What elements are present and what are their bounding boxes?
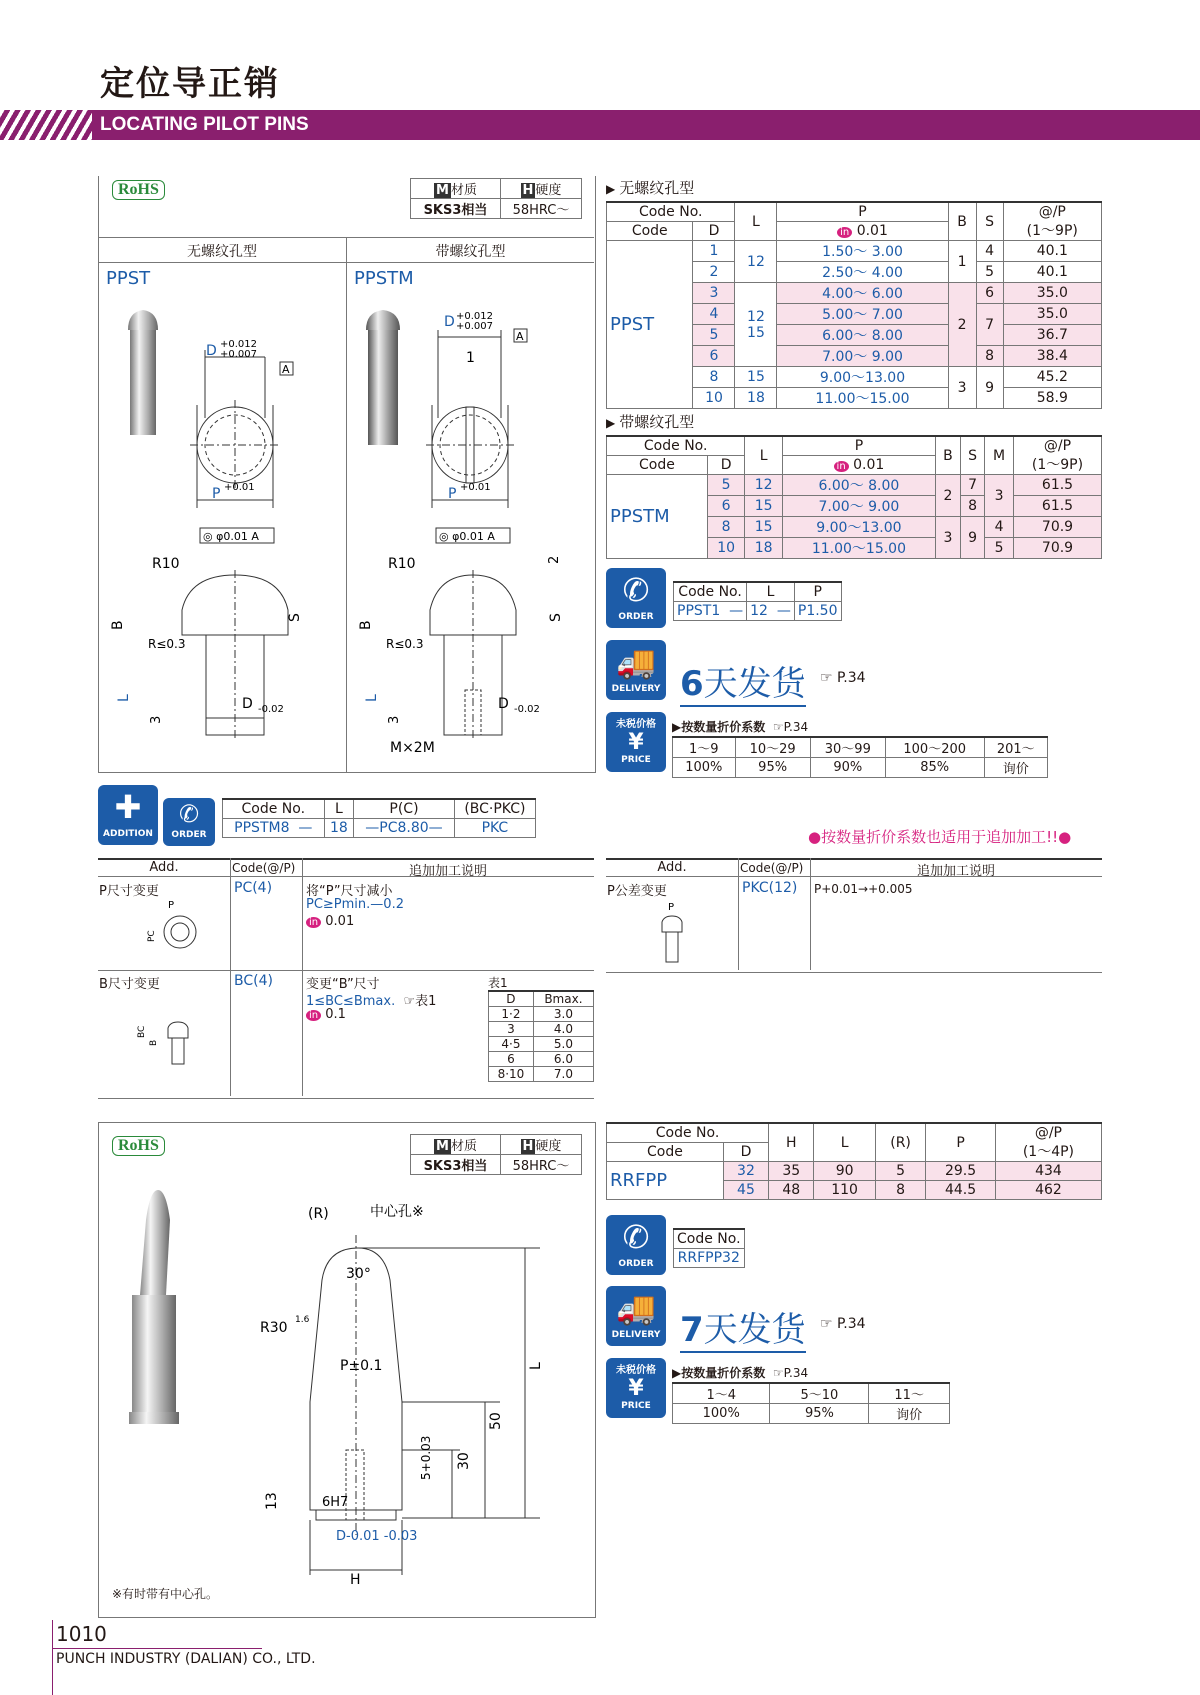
ppstm-three: 3 [387,715,402,724]
addition-order-table [222,798,536,838]
ppst-h-s: S [976,202,1003,241]
table-cell: 32 [723,1162,768,1181]
price-discount-table [672,736,1048,778]
ppst-datum: A [282,363,290,376]
table-cell: 35 [769,1162,814,1181]
panel-divider-v [346,237,347,772]
order-h-code: Code No. [674,582,747,602]
table-cell: 7 [961,475,985,496]
table-cell: 6 [976,283,1003,304]
add-pkc: PKC [454,819,535,838]
rrfpp-h-l: L [814,1123,876,1162]
hardness-header: H 硬度 [500,1135,581,1155]
ppst-h-code: Code [607,222,693,241]
delivery-icon-2: 🚚 DELIVERY [606,1286,666,1346]
table-cell: 3 [948,367,976,409]
rrfpp-angle: 30° [346,1266,371,1282]
table-cell: 3 [693,283,735,304]
add-bc-name: B尺寸变更 [99,977,160,992]
table-cell: 4.0 [533,1022,593,1037]
ppst-h-b: B [948,202,976,241]
table-cell: 11～ [869,1383,950,1404]
ppst-d-tol-up: +0.012 [220,339,258,350]
table-cell: 1·2 [489,1007,534,1022]
table-cell: 9 [961,517,985,559]
table-cell: 90% [810,758,885,778]
ppst-b-label: B [110,620,126,630]
ppstm-p-label: P [448,486,457,502]
table-cell: 5 [707,475,745,496]
add-bc-desc1: 变更“B”尺寸 [306,977,380,992]
hardness-value: 58HRC～ [500,199,581,219]
table-cell: 85% [885,758,984,778]
rrfpp-note: ※有时带有中心孔。 [112,1587,219,1601]
add-pkc-code: PKC(12) [742,880,798,896]
addition-order-icon: ✆ ORDER [163,798,215,846]
bmax-table [488,990,594,1082]
add-l: 18 [324,819,354,838]
ppst-section-title: ▶ 无螺纹孔型 [606,177,694,198]
add-left-h-add: Add. [149,860,179,875]
rrfpp-five: 5+0.03 [419,1435,433,1480]
order-icon-2: ✆ ORDER [606,1215,666,1275]
table-cell: 5.0 [533,1037,593,1052]
table-cell: 3 [985,475,1014,517]
ppst-h-codeno: Code No. [607,202,735,222]
ppst-s-label: S [287,613,303,622]
rrfpp-h-p: P [926,1123,996,1162]
ppstm-code-cell: PPSTM [607,475,708,559]
addition-note: ●按数量折价系数也适用于追加加工!!● [808,828,1072,846]
table-cell: 45 [723,1181,768,1200]
rrfpp-h-h: H [769,1123,814,1162]
table-cell: 4·5 [489,1037,534,1052]
bmax-h-d: D [489,991,534,1007]
price-icon: 未税价格 ¥ PRICE [606,712,666,772]
hardness-value: 58HRC～ [500,1155,581,1175]
ppstm-r10: R10 [388,556,416,572]
addition-icon: ✚ ADDITION [98,785,158,845]
rrfpp-drawing [100,1180,590,1590]
table-cell: 100% [673,758,736,778]
table-cell: 6 [707,496,745,517]
page-title: 定位导正销 [100,64,280,104]
add-pc-desc2: PC≥Pmin.—0.2 [306,897,404,912]
table-cell: 9.00～13.00 [782,517,935,538]
table-cell: 4 [693,304,735,325]
ppst-h-price: @/P (1～9P) [1003,202,1101,241]
ppstm-d-low-tol: -0.02 [514,704,540,715]
table-cell: 95% [735,758,810,778]
table-cell: 5 [985,538,1014,559]
bmax-h-bmax: Bmax. [533,991,593,1007]
col1-title: 无螺纹孔型 [187,244,257,260]
table-cell: 2 [935,475,960,517]
rrfpp-l: L [528,1362,544,1370]
add-h-l: L [324,799,354,819]
rrfpp-surface: 1.6 [295,1315,310,1325]
ppstm-s-label: S [548,613,564,622]
ppst-h-pin: in 0.01 [777,222,948,241]
add-right-h-desc: 追加加工说明 [916,864,995,879]
rrfpp-h-price: @/P (1～4P) [995,1123,1101,1162]
ppstm-h-price: @/P (1～9P) [1013,436,1101,475]
ppstm-h-s: S [961,436,985,475]
table-cell: 18 [735,388,777,409]
ppstm-h-l: L [745,436,783,475]
rrfpp-six: 6H7 [322,1495,349,1510]
table-cell: 2 [948,283,976,367]
table-cell: 11.00～15.00 [782,538,935,559]
add-bc-desc3: in 0.1 [306,1007,346,1022]
material-value: SKS3相当 [411,199,501,219]
table-cell: 2 [693,262,735,283]
rrfpp-h-code: Code [607,1143,724,1162]
ppst-h-p: P [777,202,948,222]
ppst-drawing [100,290,344,765]
ppst-p-tol: +0.01 [224,482,255,493]
table-cell: 10 [707,538,745,559]
rrfpp-r30: R30 [260,1320,288,1336]
rrfpp-p: P±0.1 [340,1358,383,1374]
hardness-header: H 硬度 [500,179,581,199]
add-pkc-fig-p: P [668,902,675,913]
rrfpp-h-d: D [723,1143,768,1162]
delivery2-ref: ☞ P.34 [820,1316,866,1332]
material-table [410,178,582,219]
table-cell: 15 [735,367,777,388]
table-cell: 8 [976,346,1003,367]
add-left-vline1 [230,858,231,1096]
table-cell: 58.9 [1003,388,1101,409]
table-cell: 38.4 [1003,346,1101,367]
table-cell: 100% [673,1404,770,1424]
delivery-ref: ☞ P.34 [820,670,866,686]
ppst-d-low: D [242,696,253,712]
table-cell: 8 [875,1181,925,1200]
add-pkc-name: P公差变更 [607,884,667,899]
rrfpp-r-label: (R) [308,1206,329,1222]
table-cell: 7.00～ 9.00 [782,496,935,517]
table-cell: 6.0 [533,1052,593,1067]
table-cell: 5 [976,262,1003,283]
table-cell: 9 [976,367,1003,409]
add-pc-fig-p: P [168,900,175,911]
table-cell: 434 [995,1162,1101,1181]
add-bc-desc2: 1≤BC≤Bmax. ☞表1 [306,994,437,1009]
add-pkc-figure [650,900,700,970]
table-cell: 1～4 [673,1383,770,1404]
table-cell: 8 [693,367,735,388]
table-cell: 11.00～15.00 [777,388,948,409]
table-cell: 10～29 [735,737,810,758]
add-pc-fig-pc: PC [147,930,157,942]
table-cell: 40.1 [1003,241,1101,262]
table-cell: 12 [745,475,783,496]
add-pc-code: PC(4) [234,880,273,896]
order2-table [673,1228,745,1268]
ppstm-d-tol-low: +0.007 [456,321,494,332]
add-h-pc: P(C) [354,799,455,819]
add-left-h-code: Code(@/P) [232,861,296,875]
table-cell: 6.00～ 8.00 [777,325,948,346]
ppstm-b-label: B [358,620,374,630]
add-bc-fig-b: B [149,1039,159,1046]
table-cell: 110 [814,1181,876,1200]
add-code: PPSTM8 — [223,819,325,838]
add-pc-name: P尺寸变更 [99,884,159,899]
order-h-p: P [794,582,841,602]
ppst-h-l: L [735,202,777,241]
rrfpp-photo [129,1190,179,1424]
ppstm-table [606,435,1102,559]
ppstm-photo [366,310,400,445]
add-right-vline1 [738,858,739,970]
ppstm-sideview [430,570,516,740]
table-cell: 15 [745,496,783,517]
ppstm-h-b: B [935,436,960,475]
table-cell: 10 [693,388,735,409]
table-cell: 7 [976,304,1003,346]
table-cell: 8 [707,517,745,538]
title-stripes [0,110,92,140]
ppstm-h-p: P [782,436,935,456]
price2-discount-table [672,1382,950,1424]
order2-h-code: Code No. [674,1229,745,1249]
table-cell: 40.1 [1003,262,1101,283]
add-pc: —PC8.80— [354,819,455,838]
table-cell: 70.9 [1013,517,1101,538]
price-discount-title: ▶按数量折价系数 ☞P.34 [672,720,809,734]
table-cell: 1～9 [673,737,736,758]
table-cell: 48 [769,1181,814,1200]
delivery-icon: 🚚 DELIVERY [606,640,666,700]
ppst-three: 3 [149,715,164,724]
ppstm-one: 1 [466,350,475,366]
ppstm-d-label: D [444,314,455,330]
rrfpp-code-cell: RRFPP [607,1162,724,1200]
table-cell: 12 [735,241,777,283]
rrfpp-thirty: 30 [456,1452,472,1470]
code-ppstm: PPSTM [354,268,414,289]
add-pc-desc1: 将“P”尺寸减小 [306,884,393,899]
ppstm-p-tol: +0.01 [460,482,491,493]
table-cell: 100～200 [885,737,984,758]
add-right-h-add: Add. [657,860,687,875]
material-header: M 材质 [411,1135,501,1155]
table-cell: 1.50～ 3.00 [777,241,948,262]
table-cell: 询价 [984,758,1048,778]
material-value: SKS3相当 [411,1155,501,1175]
table-cell: 35.0 [1003,283,1101,304]
table-cell: 3 [489,1022,534,1037]
table-cell: 5.00～ 7.00 [777,304,948,325]
ppstm-two: 2 [547,555,562,564]
ppstm-section-title: ▶ 带螺纹孔型 [606,411,694,432]
table-cell: 5～10 [770,1383,869,1404]
table-cell: 30～99 [810,737,885,758]
ppst-d-low-tol: -0.02 [258,704,284,715]
table-cell: 44.5 [926,1181,996,1200]
table-cell: 29.5 [926,1162,996,1181]
add-left-vline2 [302,858,303,1096]
ppst-runout: ◎ φ0.01 A [203,530,259,543]
table-cell: 6 [489,1052,534,1067]
footer-line [52,1620,53,1695]
table-cell: 1 [693,241,735,262]
ppstm-runout: ◎ φ0.01 A [439,530,495,543]
material-table-2 [410,1134,582,1175]
rrfpp-h-r: (R) [875,1123,925,1162]
ppstm-r03: R≤0.3 [386,637,424,651]
table-cell: 61.5 [1013,475,1101,496]
rohs-badge: RoHS [112,180,165,200]
order-code: PPST1 — [674,602,747,621]
table-cell: 462 [995,1181,1101,1200]
table-cell: 4.00～ 6.00 [777,283,948,304]
table-cell: 3 [935,517,960,559]
table-cell: 15 [745,517,783,538]
ppstm-d-tol-up: +0.012 [456,311,494,322]
ppstm-h-code: Code [607,456,708,475]
price-icon-2: 未税价格 ¥ PRICE [606,1358,666,1418]
ppstm-drawing [348,290,592,765]
ppst-p-label: P [212,486,221,502]
order-l: 12 — [747,602,795,621]
add-pc-desc3: in 0.01 [306,914,354,929]
rrfpp-d: D-0.01 -0.03 [336,1529,418,1544]
table-cell: 6.00～ 8.00 [782,475,935,496]
ppst-h-d: D [693,222,735,241]
page-number: 1010 [56,1622,107,1646]
ppstm-l-label: L [364,694,380,702]
table-cell: 3.0 [533,1007,593,1022]
rohs-badge-2: RoHS [112,1136,165,1156]
add-left-hline2 [98,970,594,971]
add-h-bc: (BC·PKC) [454,799,535,819]
order-h-l: L [747,582,795,602]
add-right-h-code: Code(@/P) [740,861,804,875]
rrfpp-center-label: 中心孔※ [370,1204,424,1220]
bmax-table-title: 表1 [488,976,508,990]
ppstm-h-m: M [985,436,1014,475]
ppst-photo [128,310,158,435]
footer-hline [52,1648,262,1649]
table-cell: 61.5 [1013,496,1101,517]
table-cell: 8 [961,496,985,517]
delivery2-days: 7天发货 [680,1302,806,1353]
add-bc-fig-bc: BC [137,1025,147,1038]
table-cell: 18 [745,538,783,559]
company-name: PUNCH INDUSTRY (DALIAN) CO., LTD. [56,1651,316,1667]
table-cell: 1 [948,241,976,283]
delivery-days: 6天发货 [680,656,806,707]
table-cell: 4 [976,241,1003,262]
table-cell: 7.0 [533,1067,593,1082]
ppstm-h-d: D [707,456,745,475]
add-h-code: Code No. [223,799,325,819]
add-bc-code: BC(4) [234,973,273,989]
ppst-table [606,201,1102,409]
table-cell: 45.2 [1003,367,1101,388]
table-cell: 询价 [869,1404,950,1424]
ppst-code-cell: PPST [607,241,693,409]
rrfpp-table [606,1122,1102,1200]
ppst-l-label: L [116,694,132,702]
ppstm-h-pin: in 0.01 [782,456,935,475]
rrfpp-fifty: 50 [488,1412,504,1430]
table-cell: 35.0 [1003,304,1101,325]
order-p: P1.50 [794,602,841,621]
material-header: M 材质 [411,179,501,199]
ppst-r10: R10 [152,556,180,572]
ppstm-mx2m: M×2M [390,740,435,756]
code-ppst: PPST [106,268,151,289]
table-cell: 9.00～13.00 [777,367,948,388]
price2-discount-title: ▶按数量折价系数 ☞P.34 [672,1366,809,1380]
add-pc-figure [120,898,210,954]
ppstm-datum: A [516,330,524,343]
order-example-table [673,581,842,621]
ppstm-h-codeno: Code No. [607,436,745,456]
table-cell: 8·10 [489,1067,534,1082]
order-icon: ✆ ORDER [606,568,666,628]
ppst-d-tol-low: +0.007 [220,349,258,360]
table-cell: 5 [693,325,735,346]
add-pkc-desc: P+0.01→+0.005 [814,882,913,896]
rrfpp-sideview [310,1235,540,1575]
order2-code: RRFPP32 [674,1249,745,1268]
table-cell: 5 [875,1162,925,1181]
add-left-h-desc: 追加加工说明 [408,864,487,879]
table-cell: 2.50～ 4.00 [777,262,948,283]
page-subtitle: LOCATING PILOT PINS [100,114,309,135]
table-cell: 12 15 [735,283,777,367]
table-cell: 6 [693,346,735,367]
col2-title: 带螺纹孔型 [435,244,506,260]
rrfpp-h: H [350,1572,361,1588]
rrfpp-thirteen: 13 [264,1492,280,1510]
ppst-r03: R≤0.3 [148,637,186,651]
add-bc-figure [130,1010,200,1070]
rrfpp-h-codeno: Code No. [607,1123,769,1143]
table-cell: 36.7 [1003,325,1101,346]
table-cell: 7.00～ 9.00 [777,346,948,367]
table-cell: 201～ [984,737,1048,758]
ppst-d-label: D [206,343,217,359]
table-cell: 90 [814,1162,876,1181]
table-cell: 70.9 [1013,538,1101,559]
table-cell: 95% [770,1404,869,1424]
ppstm-d-low: D [498,696,509,712]
table-cell: 4 [985,517,1014,538]
